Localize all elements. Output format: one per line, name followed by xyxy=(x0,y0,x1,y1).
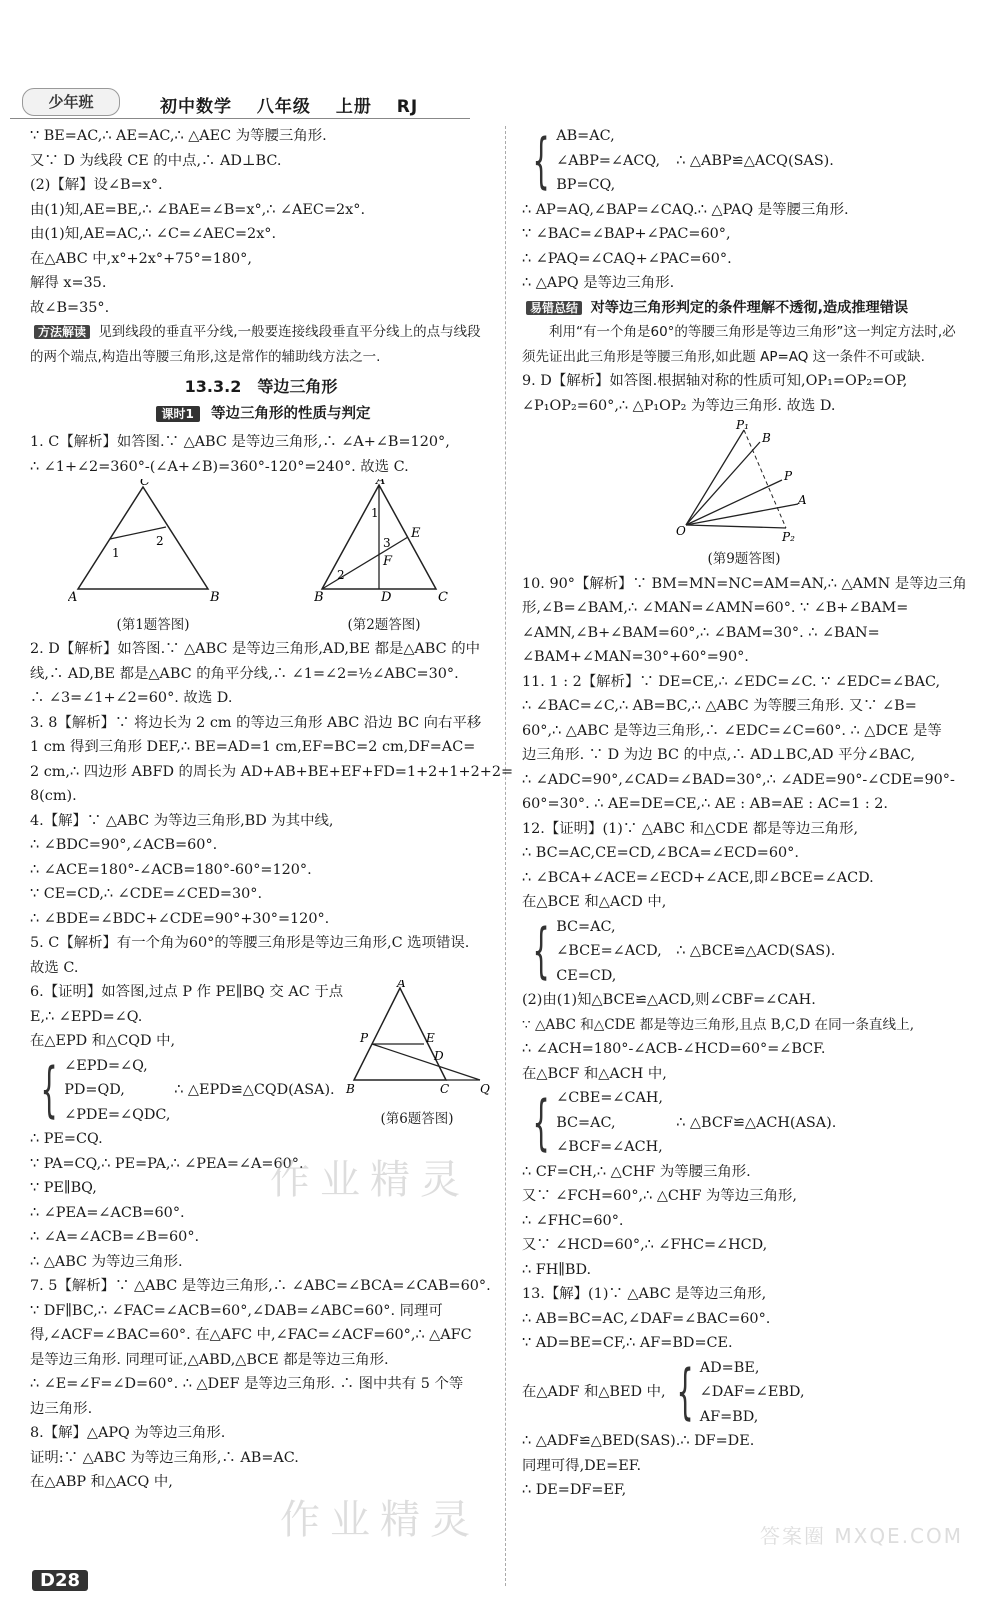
q12-line: ∴ ∠FHC=60°. xyxy=(522,1212,624,1229)
q13-congruence xyxy=(522,1356,966,1430)
q6-congruence-result: ∴ △EPD≌△CQD(ASA). xyxy=(174,1082,335,1098)
q7-line: 是等边三角形. 同理可证,△ABD,△BCE 都是等边三角形. xyxy=(30,1351,389,1368)
text-line: (2)【解】设∠B=x°. xyxy=(30,177,163,193)
q4-line: ∴ ∠ACE=180°-∠ACB=180°-60°=120°. xyxy=(30,861,312,878)
logo: 少年班 xyxy=(22,88,120,116)
q12-line: ∴ ∠ACH=180°-∠ACB-∠HCD=60°=∠BCF. xyxy=(522,1041,826,1057)
right-column xyxy=(522,124,966,1503)
column-divider xyxy=(505,126,506,1586)
q8-line: ∴ ∠PAQ=∠CAQ+∠PAC=60°. xyxy=(522,250,732,267)
q9-line: ∠P₁OP₂=60°,∴ △P₁OP₂ 为等边三角形. 故选 D. xyxy=(522,397,836,414)
q3-line: 3. 8【解析】∵ 将边长为 2 cm 的等边三角形 ABC 沿边 BC 向右平移 xyxy=(30,714,482,731)
svg-text:C: C xyxy=(440,1082,450,1096)
q8-line: ∴ △APQ 是等边三角形. xyxy=(522,275,675,291)
svg-text:A: A xyxy=(68,590,78,604)
q8-condition: AB=AC, xyxy=(556,128,615,144)
q6-line: ∵ PA=CQ,∴ PE=PA,∴ ∠PEA=∠A=60°. xyxy=(30,1155,304,1172)
triangle-figure-6 xyxy=(342,980,492,1098)
q4-line: ∴ ∠BDE=∠BDC+∠CDE=90°+30°=120°. xyxy=(30,910,330,927)
q12-line: 12.【证明】(1)∵ △ABC 和△CDE 都是等边三角形, xyxy=(522,820,859,837)
q6-conditions xyxy=(64,1054,174,1128)
svg-text:B: B xyxy=(210,590,220,604)
svg-text:1: 1 xyxy=(112,546,120,560)
book-subject: 初中数学 八年级 上册 RJ xyxy=(160,97,419,117)
q6-line: ∴ PE=CQ. xyxy=(30,1131,103,1147)
q12-line: 在△BCE 和△ACD 中, xyxy=(522,894,667,910)
q12-congruence-result-2: ∴ △BCF≌△ACH(ASA). xyxy=(676,1114,837,1131)
svg-text:E: E xyxy=(426,1031,435,1045)
figure-1 xyxy=(68,479,238,637)
q6-line: ∴ △ABC 为等边三角形. xyxy=(30,1253,183,1270)
q12-condition: BC=AC, xyxy=(556,1114,616,1131)
method-tag: 方法解读 xyxy=(34,325,90,339)
figure-6-caption: (第6题答图) xyxy=(380,1110,454,1127)
svg-text:1: 1 xyxy=(371,506,379,520)
q8-line: 8.【解】△APQ 为等边三角形. xyxy=(30,1425,226,1441)
q6-line: ∴ ∠A=∠ACB=∠B=60°. xyxy=(30,1229,200,1245)
q12-line: ∴ ∠BCA+∠ACE=∠ECD+∠ACE,即∠BCE=∠ACD. xyxy=(522,869,874,886)
svg-text:D: D xyxy=(381,590,392,604)
svg-text:P₁: P₁ xyxy=(736,420,749,432)
svg-text:2: 2 xyxy=(156,534,164,548)
svg-text:3: 3 xyxy=(383,536,391,550)
q6-condition: ∠PDE=∠QDC, xyxy=(64,1106,171,1123)
watermark: 答案圈 MXQE.COM xyxy=(760,1524,964,1548)
q6-condition: PD=QD, xyxy=(64,1082,125,1098)
triangle-figure-2 xyxy=(314,479,454,604)
text-line: 又∵ D 为线段 CE 的中点,∴ AD⊥BC. xyxy=(30,152,282,169)
figure-2-caption: (第2题答图) xyxy=(347,616,421,633)
method-text: 见到线段的垂直平分线,一般要连接线段垂直平分线上的点与线段的两个端点,构造出等腰三角形,这是常作的辅助线方法之一. xyxy=(30,324,481,365)
text-line: 由(1)知,AE=AC,∴ ∠C=∠AEC=2x°. xyxy=(30,226,277,242)
text-line: 解得 x=35. xyxy=(30,275,107,291)
q7-line: 得,∠ACF=∠BAC=60°. 在△AFC 中,∠FAC=∠ACF=60°,∴ △AFC xyxy=(30,1327,472,1343)
q3-line: 2 cm,∴ 四边形 ABFD 的周长为 AD+AB+BE+EF+FD=1+2+1+2+2= xyxy=(30,763,514,780)
q11-line: 11. 1 : 2【解析】∵ DE=CE,∴ ∠EDC=∠C. ∵ ∠EDC=∠BAC, xyxy=(522,673,941,690)
q8-congruence xyxy=(522,124,966,198)
text-line: ∵ BE=AC,∴ AE=AC,∴ △AEC 为等腰三角形. xyxy=(30,128,327,144)
q13-line: 同理可得,DE=EF. xyxy=(522,1457,642,1474)
figure-9 xyxy=(522,420,966,572)
q12-condition: ∠CBE=∠CAH, xyxy=(556,1090,663,1106)
q12-line: 又∵ ∠FCH=60°,∴ △CHF 为等边三角形, xyxy=(522,1188,797,1204)
svg-text:P: P xyxy=(784,469,793,483)
q12-condition: ∠BCE=∠ACD, xyxy=(556,943,662,959)
figures-1-2 xyxy=(30,479,492,637)
section-title: 13.3.2 等边三角形 xyxy=(184,377,338,396)
text-line: 故∠B=35°. xyxy=(30,299,110,316)
q13-conditions xyxy=(700,1356,805,1430)
svg-text:O: O xyxy=(676,524,686,538)
q6-line: 6.【证明】如答图,过点 P 作 PE∥BQ 交 AC 于点 xyxy=(30,984,344,1000)
q6-line: E,∴ ∠EPD=∠Q. xyxy=(30,1008,143,1025)
q8-conditions xyxy=(556,124,676,198)
q6-line: ∵ PE∥BQ, xyxy=(30,1180,97,1196)
q11-line: 60°,∴ △ABC 是等边三角形,∴ ∠EDC=∠C=60°. ∴ △DCE 是等 xyxy=(522,722,942,739)
method-note xyxy=(30,320,492,369)
q8-congruence-result: ∴ △ABP≌△ACQ(SAS). xyxy=(676,152,834,169)
text-line: 由(1)知,AE=BE,∴ ∠BAE=∠B=x°,∴ ∠AEC=2x°. xyxy=(30,201,366,218)
q5-line: 5. C【解析】有一个角为60°的等腰三角形是等边三角形,C 选项错误. xyxy=(30,935,470,951)
q11-line: ∴ ∠BAC=∠C,∴ AB=BC,∴ △ABC 为等腰三角形. 又∵ ∠B= xyxy=(522,698,917,714)
tip-tag: 易错总结 xyxy=(526,301,582,315)
lesson-tag: 课时1 xyxy=(156,406,200,422)
q13-line: ∴ AB=BC=AC,∠DAF=∠BAC=60°. xyxy=(522,1310,771,1327)
q8-condition: ∠ABP=∠ACQ, xyxy=(556,152,661,169)
q10-line: 10. 90°【解析】∵ BM=MN=NC=AM=AN,∴ △AMN 是等边三角 xyxy=(522,575,967,592)
q8-condition: BP=CQ, xyxy=(556,177,616,193)
svg-text:E: E xyxy=(411,526,421,541)
header-rule xyxy=(10,118,470,119)
q12-line: ∴ FH∥BD. xyxy=(522,1261,592,1278)
watermark: 作业精灵 xyxy=(280,1497,480,1543)
q7-line: 7. 5【解析】∵ △ABC 是等边三角形,∴ ∠ABC=∠BCA=∠CAB=60°. xyxy=(30,1278,491,1294)
q6-condition: ∠EPD=∠Q, xyxy=(64,1057,148,1074)
figure-1-caption: (第1题答图) xyxy=(116,616,190,633)
svg-text:D: D xyxy=(434,1049,444,1063)
q11-line: 边三角形. ∵ D 为边 BC 的中点,∴ AD⊥BC,AD 平分∠BAC, xyxy=(522,747,916,763)
q10-line: ∠BAM+∠MAN=30°+60°=90°. xyxy=(522,649,749,665)
q13-condition: AD=BE, xyxy=(699,1359,760,1376)
q12-line: 在△BCF 和△ACH 中, xyxy=(522,1065,667,1082)
q3-line: 8(cm). xyxy=(30,788,77,804)
q11-line: 60°=30°. ∴ AE=DE=CE,∴ AE : AB=AE : AC=1 : 2. xyxy=(522,796,888,812)
lesson-heading xyxy=(30,402,492,427)
svg-text:Q: Q xyxy=(480,1082,490,1096)
q12-line: 又∵ ∠HCD=60°,∴ ∠FHC=∠HCD, xyxy=(522,1237,768,1253)
q12-line: ∴ BC=AC,CE=CD,∠BCA=∠ECD=60°. xyxy=(522,845,799,861)
error-tip xyxy=(522,296,966,370)
brace-glyph: { xyxy=(532,125,550,196)
svg-text:C: C xyxy=(438,590,448,604)
q12-line: ∵ △ABC 和△CDE 都是等边三角形,且点 B,C,D 在同一条直线上, xyxy=(522,1016,915,1033)
q4-line: ∴ ∠BDC=90°,∠ACB=60°. xyxy=(30,837,218,853)
q12-condition: BC=AC, xyxy=(556,918,616,935)
q9-line: 9. D【解析】如答图.根据轴对称的性质可知,OP₁=OP₂=OP, xyxy=(522,373,908,389)
q11-line: ∴ ∠ADC=90°,∠CAD=∠BAD=30°,∴ ∠ADE=90°-∠CDE=90°- xyxy=(522,771,955,788)
svg-text:P: P xyxy=(360,1031,369,1045)
left-column xyxy=(30,124,514,1495)
q12-congruence-1 xyxy=(522,915,966,989)
q12-condition: CE=CD, xyxy=(556,967,617,984)
q13-line: ∴ △ADF≌△BED(SAS).∴ DF=DE. xyxy=(522,1433,755,1449)
q7-line: ∴ ∠E=∠F=∠D=60°. ∴ △DEF 是等边三角形. ∴ 图中共有 5 个等 xyxy=(30,1376,464,1392)
q2-line: 2. D【解析】如答图.∵ △ABC 是等边三角形,AD,BE 都是△ABC 的中 xyxy=(30,641,481,657)
brace-glyph: { xyxy=(532,916,550,987)
brace-glyph: { xyxy=(676,1357,694,1428)
svg-text:A: A xyxy=(397,980,406,990)
q13-lead: 在△ADF 和△BED 中, xyxy=(522,1384,666,1400)
svg-text:B: B xyxy=(346,1082,355,1096)
svg-text:2: 2 xyxy=(337,568,345,582)
svg-text:A: A xyxy=(798,493,807,507)
lesson-title: 等边三角形的性质与判定 xyxy=(210,405,371,422)
q2-line: ∴ ∠3=∠1+∠2=60°. 故选 D. xyxy=(30,690,233,706)
triangle-figure-1 xyxy=(68,479,238,604)
q13-line: ∵ AD=BE=CF,∴ AF=BD=CE. xyxy=(522,1335,733,1351)
q12-congruence-result-1: ∴ △BCE≌△ACD(SAS). xyxy=(676,943,836,959)
q12-line: (2)由(1)知△BCE≌△ACD,则∠CBF=∠CAH. xyxy=(522,992,816,1008)
q2-line: 线,∴ AD,BE 都是△ABC 的角平分线,∴ ∠1=∠2=½∠ABC=30°. xyxy=(30,665,459,682)
q3-line: 1 cm 得到三角形 DEF,∴ BE=AD=1 cm,EF=BC=2 cm,DF=AC= xyxy=(30,739,476,755)
svg-text:F: F xyxy=(383,554,393,569)
q13-line: ∴ DE=DF=EF, xyxy=(522,1482,627,1498)
q8-line: ∵ ∠BAC=∠BAP+∠PAC=60°, xyxy=(522,226,731,242)
q12-congruence-2 xyxy=(522,1086,966,1160)
q12-line: ∴ CF=CH,∴ △CHF 为等腰三角形. xyxy=(522,1163,751,1180)
figure-9-caption: (第9题答图) xyxy=(707,551,781,567)
figure-2 xyxy=(314,479,454,637)
svg-text:A: A xyxy=(376,479,386,488)
continued-solution xyxy=(30,124,492,320)
q13-line: 13.【解】(1)∵ △ABC 是等边三角形, xyxy=(522,1286,767,1302)
brace-glyph: { xyxy=(40,1055,58,1126)
q1-line: ∴ ∠1+∠2=360°-(∠A+∠B)=360°-120°=240°. 故选 C. xyxy=(30,458,409,475)
q10-line: ∠AMN,∠B+∠BAM=60°,∴ ∠BAM=30°. ∴ ∠BAN= xyxy=(522,624,880,641)
q12-condition: ∠BCF=∠ACH, xyxy=(556,1139,663,1155)
brace-glyph: { xyxy=(532,1087,550,1158)
text-line: 在△ABC 中,x°+2x°+75°=180°, xyxy=(30,250,252,267)
q13-condition: ∠DAF=∠EBD, xyxy=(699,1384,805,1400)
q12-conditions-1 xyxy=(556,915,676,989)
q5-line: 故选 C. xyxy=(30,959,79,976)
q10-line: 形,∠B=∠BAM,∴ ∠MAN=∠AMN=60°. ∵ ∠B+∠BAM= xyxy=(522,600,909,616)
q6-line: 在△EPD 和△CQD 中, xyxy=(30,1033,176,1049)
svg-text:C: C xyxy=(140,479,150,489)
svg-text:P₂: P₂ xyxy=(782,530,795,544)
q7-line: ∵ DF∥BC,∴ ∠FAC=∠ACB=60°,∠DAB=∠ABC=60°. 同理可 xyxy=(30,1302,443,1319)
q8-line: 证明:∵ △ABC 为等边三角形,∴ AB=AC. xyxy=(30,1449,299,1466)
tip-title: 对等边三角形判定的条件理解不透彻,造成推理错误 xyxy=(590,299,909,316)
figure-6 xyxy=(342,980,492,1131)
rays-figure-9 xyxy=(674,420,814,545)
q8-line: ∴ AP=AQ,∠BAP=∠CAQ.∴ △PAQ 是等腰三角形. xyxy=(522,201,849,218)
page-number: D28 xyxy=(32,1570,88,1591)
q12-conditions-2 xyxy=(556,1086,676,1160)
q4-line: ∵ CE=CD,∴ ∠CDE=∠CED=30°. xyxy=(30,886,263,902)
svg-text:B: B xyxy=(314,590,324,604)
q1-line: 1. C【解析】如答图.∵ △ABC 是等边三角形,∴ ∠A+∠B=120°, xyxy=(30,434,450,450)
q8-line: 在△ABP 和△ACQ 中, xyxy=(30,1474,173,1490)
svg-text:B: B xyxy=(762,431,771,445)
q6-line: ∴ ∠PEA=∠ACB=60°. xyxy=(30,1204,185,1221)
q4-line: 4.【解】∵ △ABC 为等边三角形,BD 为其中线, xyxy=(30,812,334,829)
q6-block xyxy=(30,980,492,1274)
q7-line: 边三角形. xyxy=(30,1400,93,1417)
tip-text: 利用“有一个角是60°的等腰三角形是等边三角形”这一判定方法时,必须先证出此三角形是等腰三角形,如此题 AP=AQ 这一条件不可或缺. xyxy=(522,324,956,365)
q13-condition: AF=BD, xyxy=(699,1408,759,1425)
watermark: 作业精灵 xyxy=(270,1157,470,1203)
